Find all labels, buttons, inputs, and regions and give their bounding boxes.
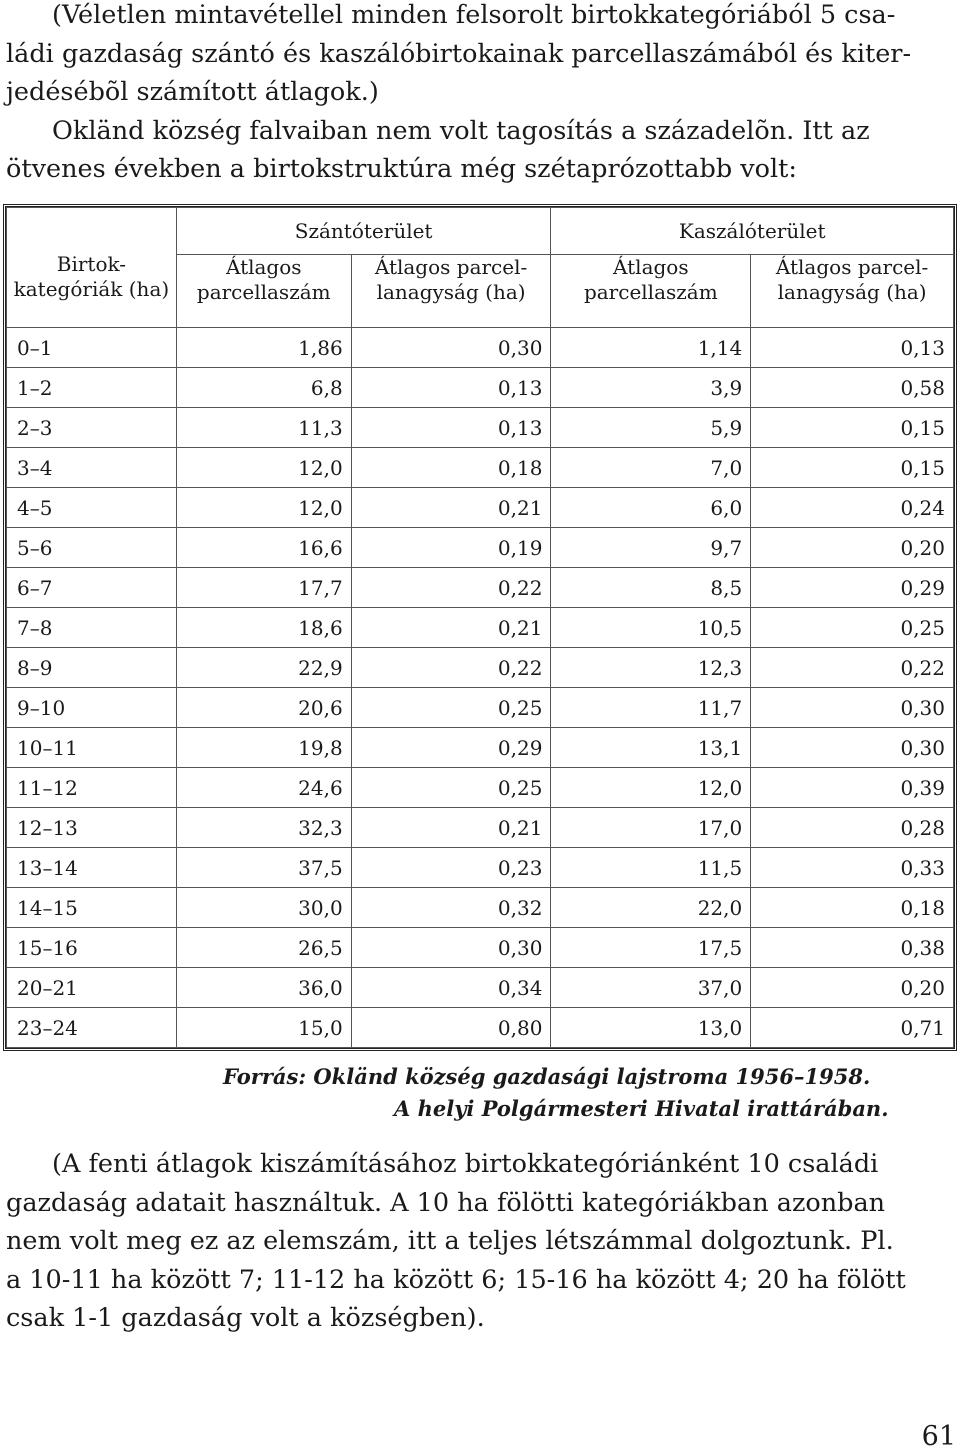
value-cell: 0,13 <box>351 408 551 448</box>
category-cell: 0–1 <box>7 328 177 368</box>
table-row <box>7 648 954 688</box>
header-category: Birtok- kategóriák (ha) <box>7 208 177 328</box>
table-row <box>7 488 954 528</box>
value-cell: 0,30 <box>351 928 551 968</box>
value-cell: 0,22 <box>351 648 551 688</box>
value-cell: 0,18 <box>351 448 551 488</box>
value-cell: 0,23 <box>351 848 551 888</box>
value-cell: 0,25 <box>351 768 551 808</box>
value-cell: 32,3 <box>176 808 351 848</box>
value-cell: 5,9 <box>551 408 751 448</box>
value-cell: 17,7 <box>176 568 351 608</box>
value-cell: 0,22 <box>351 568 551 608</box>
text-line: jedésébõl számított átlagok.) <box>6 77 379 107</box>
value-cell: 18,6 <box>176 608 351 648</box>
value-cell: 1,86 <box>176 328 351 368</box>
value-cell: 20,6 <box>176 688 351 728</box>
value-cell: 0,34 <box>351 968 551 1008</box>
value-cell: 22,0 <box>551 888 751 928</box>
value-cell: 1,14 <box>551 328 751 368</box>
value-cell: 0,25 <box>751 608 954 648</box>
value-cell: 17,0 <box>551 808 751 848</box>
category-cell: 1–2 <box>7 368 177 408</box>
value-cell: 0,18 <box>751 888 954 928</box>
value-cell: 0,30 <box>751 688 954 728</box>
header-avg-parcel-size: Átlagos parcel- lanagyság (ha) <box>351 255 551 328</box>
category-cell: 10–11 <box>7 728 177 768</box>
value-cell: 0,28 <box>751 808 954 848</box>
value-cell: 0,21 <box>351 608 551 648</box>
category-cell: 6–7 <box>7 568 177 608</box>
category-cell: 20–21 <box>7 968 177 1008</box>
value-cell: 0,20 <box>751 528 954 568</box>
value-cell: 11,7 <box>551 688 751 728</box>
header-avg-parcel-count: Átlagos parcellaszám <box>176 255 351 328</box>
value-cell: 0,13 <box>351 368 551 408</box>
value-cell: 0,30 <box>751 728 954 768</box>
table-row <box>7 888 954 928</box>
value-cell: 12,0 <box>551 768 751 808</box>
table-row <box>7 928 954 968</box>
value-cell: 9,7 <box>551 528 751 568</box>
value-cell: 19,8 <box>176 728 351 768</box>
header-arable-land: Szántóterület <box>176 208 551 255</box>
value-cell: 0,29 <box>351 728 551 768</box>
value-cell: 36,0 <box>176 968 351 1008</box>
value-cell: 6,8 <box>176 368 351 408</box>
value-cell: 0,33 <box>751 848 954 888</box>
text-line: (Véletlen mintavétellel minden felsorolt birtokkategóriából 5 csa- <box>52 0 896 30</box>
category-cell: 23–24 <box>7 1008 177 1048</box>
value-cell: 11,5 <box>551 848 751 888</box>
table-row <box>7 408 954 448</box>
table-row <box>7 448 954 488</box>
value-cell: 0,15 <box>751 408 954 448</box>
category-cell: 13–14 <box>7 848 177 888</box>
value-cell: 0,19 <box>351 528 551 568</box>
value-cell: 11,3 <box>176 408 351 448</box>
value-cell: 3,9 <box>551 368 751 408</box>
text-line: ládi gazdaság szántó és kaszálóbirtokainak parcellaszámából és kiter- <box>6 38 912 69</box>
header-avg-parcel-size: Átlagos parcel- lanagyság (ha) <box>751 255 954 328</box>
value-cell: 0,30 <box>351 328 551 368</box>
text-line: (A fenti átlagok kiszámításához birtokkategóriánként 10 családi <box>52 1149 879 1179</box>
page-number: 61 <box>921 1421 956 1452</box>
text-line: gazdaság adatait használtuk. A 10 ha fölötti kategóriákban azonban <box>6 1187 886 1218</box>
value-cell: 0,21 <box>351 808 551 848</box>
value-cell: 24,6 <box>176 768 351 808</box>
value-cell: 0,21 <box>351 488 551 528</box>
category-cell: 9–10 <box>7 688 177 728</box>
outro-paragraph <box>6 1145 956 1338</box>
text-line: Okländ község falvaiban nem volt tagosítás a századelõn. Itt az <box>52 115 870 146</box>
value-cell: 0,38 <box>751 928 954 968</box>
text-line: nem volt meg ez az elemszám, itt a teljes létszámmal dolgoztunk. Pl. <box>6 1226 894 1256</box>
value-cell: 0,71 <box>751 1008 954 1048</box>
category-cell: 15–16 <box>7 928 177 968</box>
value-cell: 0,24 <box>751 488 954 528</box>
category-cell: 5–6 <box>7 528 177 568</box>
category-cell: 7–8 <box>7 608 177 648</box>
value-cell: 0,32 <box>351 888 551 928</box>
value-cell: 0,25 <box>351 688 551 728</box>
land-parcel-table <box>6 207 954 1048</box>
table-row <box>7 808 954 848</box>
header-avg-parcel-count: Átlagos parcellaszám <box>551 255 751 328</box>
text-line: ötvenes években a birtokstruktúra még szétaprózottabb volt: <box>6 154 797 184</box>
value-cell: 12,0 <box>176 488 351 528</box>
source-line-2: A helyi Polgármesteri Hivatal irattárában. <box>394 1096 889 1121</box>
table-row <box>7 768 954 808</box>
value-cell: 13,1 <box>551 728 751 768</box>
category-cell: 8–9 <box>7 648 177 688</box>
table-row <box>7 848 954 888</box>
text-line: csak 1-1 gazdaság volt a községben). <box>6 1303 485 1333</box>
value-cell: 0,13 <box>751 328 954 368</box>
intro-paragraph <box>6 0 956 189</box>
value-cell: 12,3 <box>551 648 751 688</box>
value-cell: 17,5 <box>551 928 751 968</box>
table-row <box>7 968 954 1008</box>
table-body <box>7 328 954 1048</box>
value-cell: 37,5 <box>176 848 351 888</box>
table-row <box>7 568 954 608</box>
table-row <box>7 608 954 648</box>
value-cell: 0,22 <box>751 648 954 688</box>
table-row <box>7 688 954 728</box>
category-cell: 2–3 <box>7 408 177 448</box>
category-cell: 12–13 <box>7 808 177 848</box>
value-cell: 8,5 <box>551 568 751 608</box>
value-cell: 37,0 <box>551 968 751 1008</box>
category-cell: 3–4 <box>7 448 177 488</box>
value-cell: 0,20 <box>751 968 954 1008</box>
value-cell: 0,15 <box>751 448 954 488</box>
value-cell: 26,5 <box>176 928 351 968</box>
table-row <box>7 1008 954 1048</box>
value-cell: 0,80 <box>351 1008 551 1048</box>
value-cell: 10,5 <box>551 608 751 648</box>
value-cell: 0,58 <box>751 368 954 408</box>
value-cell: 16,6 <box>176 528 351 568</box>
table-row <box>7 528 954 568</box>
table-row <box>7 368 954 408</box>
value-cell: 6,0 <box>551 488 751 528</box>
value-cell: 13,0 <box>551 1008 751 1048</box>
table-row <box>7 728 954 768</box>
value-cell: 0,39 <box>751 768 954 808</box>
header-meadow-land: Kaszálóterület <box>551 208 954 255</box>
value-cell: 30,0 <box>176 888 351 928</box>
value-cell: 12,0 <box>176 448 351 488</box>
value-cell: 7,0 <box>551 448 751 488</box>
table-row <box>7 328 954 368</box>
category-cell: 14–15 <box>7 888 177 928</box>
source-line-1: Forrás: Okländ község gazdasági lajstroma 1956–1958. <box>223 1064 871 1089</box>
value-cell: 0,29 <box>751 568 954 608</box>
text-line: a 10-11 ha között 7; 11-12 ha között 6; 15-16 ha között 4; 20 ha fölött <box>6 1264 906 1295</box>
value-cell: 15,0 <box>176 1008 351 1048</box>
value-cell: 22,9 <box>176 648 351 688</box>
category-cell: 4–5 <box>7 488 177 528</box>
category-cell: 11–12 <box>7 768 177 808</box>
